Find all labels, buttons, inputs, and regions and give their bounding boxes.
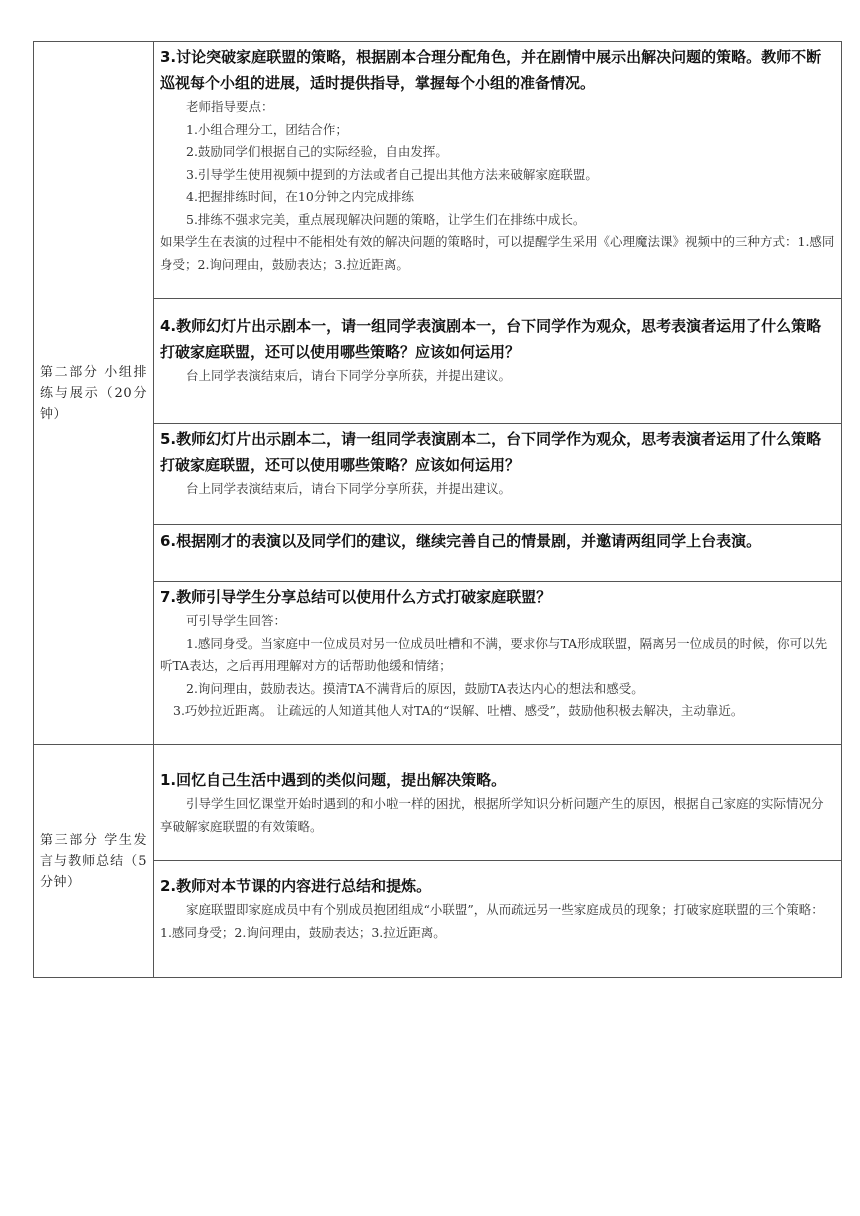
step-line: 台上同学表演结束后，请台下同学分享所获，并提出建议。 (186, 368, 512, 383)
step-cell (154, 42, 842, 299)
step-line: 如果学生在表演的过程中不能相处有效的解决问题的策略时，可以提醒学生采用《心理魔法课》视频中的三种方式：1.感同身受；2.询问理由，鼓励表达；3.拉近距离。 (160, 234, 835, 272)
step-cell (154, 299, 842, 424)
step-line: 老师指导要点： (186, 99, 274, 114)
step-line: 可引导学生回答： (186, 613, 287, 628)
step-heading: 4.教师幻灯片出示剧本一，请一组同学表演剧本一，台下同学作为观众，思考表演者运用了什么策略打破家庭联盟，还可以使用哪些策略？应该如何运用？ (160, 317, 822, 361)
step-line: 引导学生回忆课堂开始时遇到的和小啦一样的困扰，根据所学知识分析问题产生的原因，根据自己家庭的实际情况分享破解家庭联盟的有效策略。 (160, 796, 824, 834)
step-cell (154, 525, 842, 582)
step-line: 1.感同身受。当家庭中一位成员对另一位成员吐槽和不满，要求你与TA形成联盟，隔离另一位成员的时候，你可以先听TA表达，之后再用理解对方的话帮助他缓和情绪； (160, 635, 828, 673)
table-row (34, 424, 842, 525)
lesson-plan-table (33, 41, 842, 978)
step-heading: 1.回忆自己生活中遇到的类似问题，提出解决策略。 (160, 771, 507, 789)
table-row (34, 299, 842, 424)
step-line: 3.引导学生使用视频中提到的方法或者自己提出其他方法来破解家庭联盟。 (186, 166, 598, 182)
section-label: 第三部分 学生发言与教师总结（5分钟） (34, 745, 154, 978)
step-line: 1.小组合理分工，团结合作； (186, 121, 348, 137)
step-heading: 7.教师引导学生分享总结可以使用什么方式打破家庭联盟？ (160, 588, 552, 606)
step-cell (154, 861, 842, 978)
step-heading: 2.教师对本节课的内容进行总结和提炼。 (160, 877, 432, 895)
table-row (34, 525, 842, 582)
table-row (34, 42, 842, 299)
step-line: 台上同学表演结束后，请台下同学分享所获，并提出建议。 (186, 481, 512, 496)
step-cell (154, 745, 842, 861)
section-label: 第二部分 小组排练与展示（20分钟） (34, 42, 154, 745)
step-line: 3.巧妙拉近距离。 让疏远的人知道其他人对TA的“误解、吐槽、感受”，鼓励他积极去解决，主动靠近。 (173, 703, 744, 718)
step-line: 5.排练不强求完美，重点展现解决问题的策略，让学生们在排练中成长。 (186, 211, 586, 227)
step-line: 2.鼓励同学们根据自己的实际经验，自由发挥。 (186, 144, 448, 159)
table-row (34, 861, 842, 978)
step-line: 2.询问理由，鼓励表达。摸清TA不满背后的原因，鼓励TA表达内心的想法和感受。 (186, 680, 644, 696)
step-heading: 3.讨论突破家庭联盟的策略，根据剧本合理分配角色，并在剧情中展示出解决问题的策略。教师不断巡视每个小组的进展，适时提供指导，掌握每个小组的准备情况。 (160, 48, 822, 92)
table-row (34, 582, 842, 745)
step-cell (154, 582, 842, 745)
step-line: 4.把握排练时间，在10分钟之内完成排练 (186, 189, 414, 204)
table-row (34, 745, 842, 861)
step-cell (154, 424, 842, 525)
step-heading: 6.根据刚才的表演以及同学们的建议，继续完善自己的情景剧，并邀请两组同学上台表演。 (160, 532, 762, 550)
step-line: 家庭联盟即家庭成员中有个别成员抱团组成“小联盟”，从而疏远另一些家庭成员的现象；打破家庭联盟的三个策略：1.感同身受；2.询问理由，鼓励表达；3.拉近距离。 (160, 902, 824, 940)
step-heading: 5.教师幻灯片出示剧本二，请一组同学表演剧本二，台下同学作为观众，思考表演者运用了什么策略打破家庭联盟，还可以使用哪些策略？应该如何运用？ (160, 430, 822, 474)
